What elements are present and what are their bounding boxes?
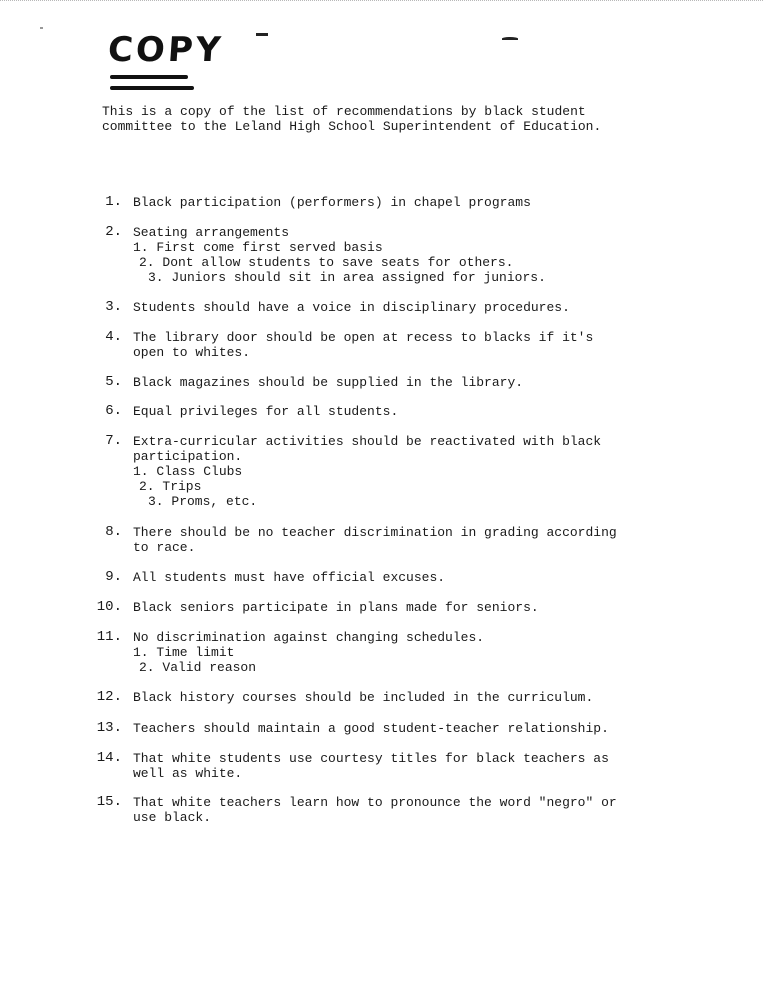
sub-recommendation-item: 1. First come first served basis: [133, 240, 383, 255]
recommendation-text-block: [133, 630, 623, 675]
recommendation-number: 2.: [105, 224, 122, 240]
recommendation-number: 4.: [105, 329, 122, 345]
recommendation-text: No discrimination against changing schedules.: [133, 630, 485, 645]
recommendation-text-block: [133, 525, 623, 555]
recommendation-number: 7.: [105, 433, 122, 449]
copy-stamp: COPY: [106, 30, 225, 70]
recommendation-text: All students must have official excuses.: [133, 570, 446, 585]
recommendation-text: Seating arrangements: [133, 225, 290, 240]
recommendation-text: Black history courses should be included in the curriculum.: [133, 690, 594, 705]
recommendation-text-block: [133, 300, 623, 315]
recommendation-text: Extra-curricular activities should be reactivated with black participation.: [133, 434, 602, 464]
sub-recommendation-item: 1. Time limit: [133, 645, 235, 660]
recommendation-number: 13.: [96, 720, 122, 736]
sub-recommendation-item: 3. Juniors should sit in area assigned for juniors.: [148, 270, 546, 285]
recommendation-number: 9.: [105, 569, 122, 585]
recommendation-number: 11.: [96, 629, 122, 645]
recommendation-text: Students should have a voice in disciplinary procedures.: [133, 300, 570, 315]
recommendation-text-block: [133, 434, 623, 509]
sub-recommendation-item: 1. Class Clubs: [133, 464, 243, 479]
sub-recommendation-item: 2. Valid reason: [139, 660, 257, 675]
recommendation-number: 5.: [105, 374, 122, 390]
recommendation-text-block: [133, 330, 623, 360]
recommendation-text: There should be no teacher discrimination in grading according to race.: [133, 525, 617, 555]
sub-recommendation-item: 3. Proms, etc.: [148, 494, 258, 509]
sub-recommendation-item: 2. Trips: [139, 479, 202, 494]
recommendation-number: 10.: [96, 599, 122, 615]
recommendation-text: Teachers should maintain a good student-teacher relationship.: [133, 721, 609, 736]
recommendation-number: 8.: [105, 524, 122, 540]
recommendation-text-block: [133, 404, 623, 419]
recommendation-number: 15.: [96, 794, 122, 810]
recommendation-text-block: [133, 690, 623, 705]
recommendation-text-block: [133, 225, 623, 285]
recommendation-text: That white teachers learn how to pronounce the word "negro" or use black.: [133, 795, 617, 825]
sub-recommendation-item: 2. Dont allow students to save seats for others.: [139, 255, 514, 270]
recommendation-text: Black seniors participate in plans made for seniors.: [133, 600, 539, 615]
recommendation-text-block: [133, 570, 623, 585]
recommendation-number: 12.: [96, 689, 122, 705]
recommendation-number: 14.: [96, 750, 122, 766]
sub-recommendation-list: [133, 464, 623, 509]
recommendation-text-block: [133, 600, 623, 615]
recommendation-text-block: [133, 751, 623, 781]
recommendation-text: That white students use courtesy titles for black teachers as well as white.: [133, 751, 609, 781]
recommendation-number: 3.: [105, 299, 122, 315]
recommendation-text: Equal privileges for all students.: [133, 404, 399, 419]
recommendation-text-block: [133, 375, 623, 390]
sub-recommendation-list: [133, 645, 623, 675]
recommendation-text: Black participation (performers) in chapel programs: [133, 195, 531, 210]
recommendation-number: 6.: [105, 403, 122, 419]
recommendation-number: 1.: [105, 194, 122, 210]
recommendation-text-block: [133, 195, 623, 210]
intro-paragraph: This is a copy of the list of recommendations by black student committee to the Leland High School Superintendent of Education.: [102, 104, 602, 134]
recommendation-text-block: [133, 721, 623, 736]
recommendation-text: Black magazines should be supplied in the library.: [133, 375, 524, 390]
recommendation-text-block: [133, 795, 623, 825]
recommendation-text: The library door should be open at recess to blacks if it's open to whites.: [133, 330, 594, 360]
sub-recommendation-list: [133, 240, 623, 285]
